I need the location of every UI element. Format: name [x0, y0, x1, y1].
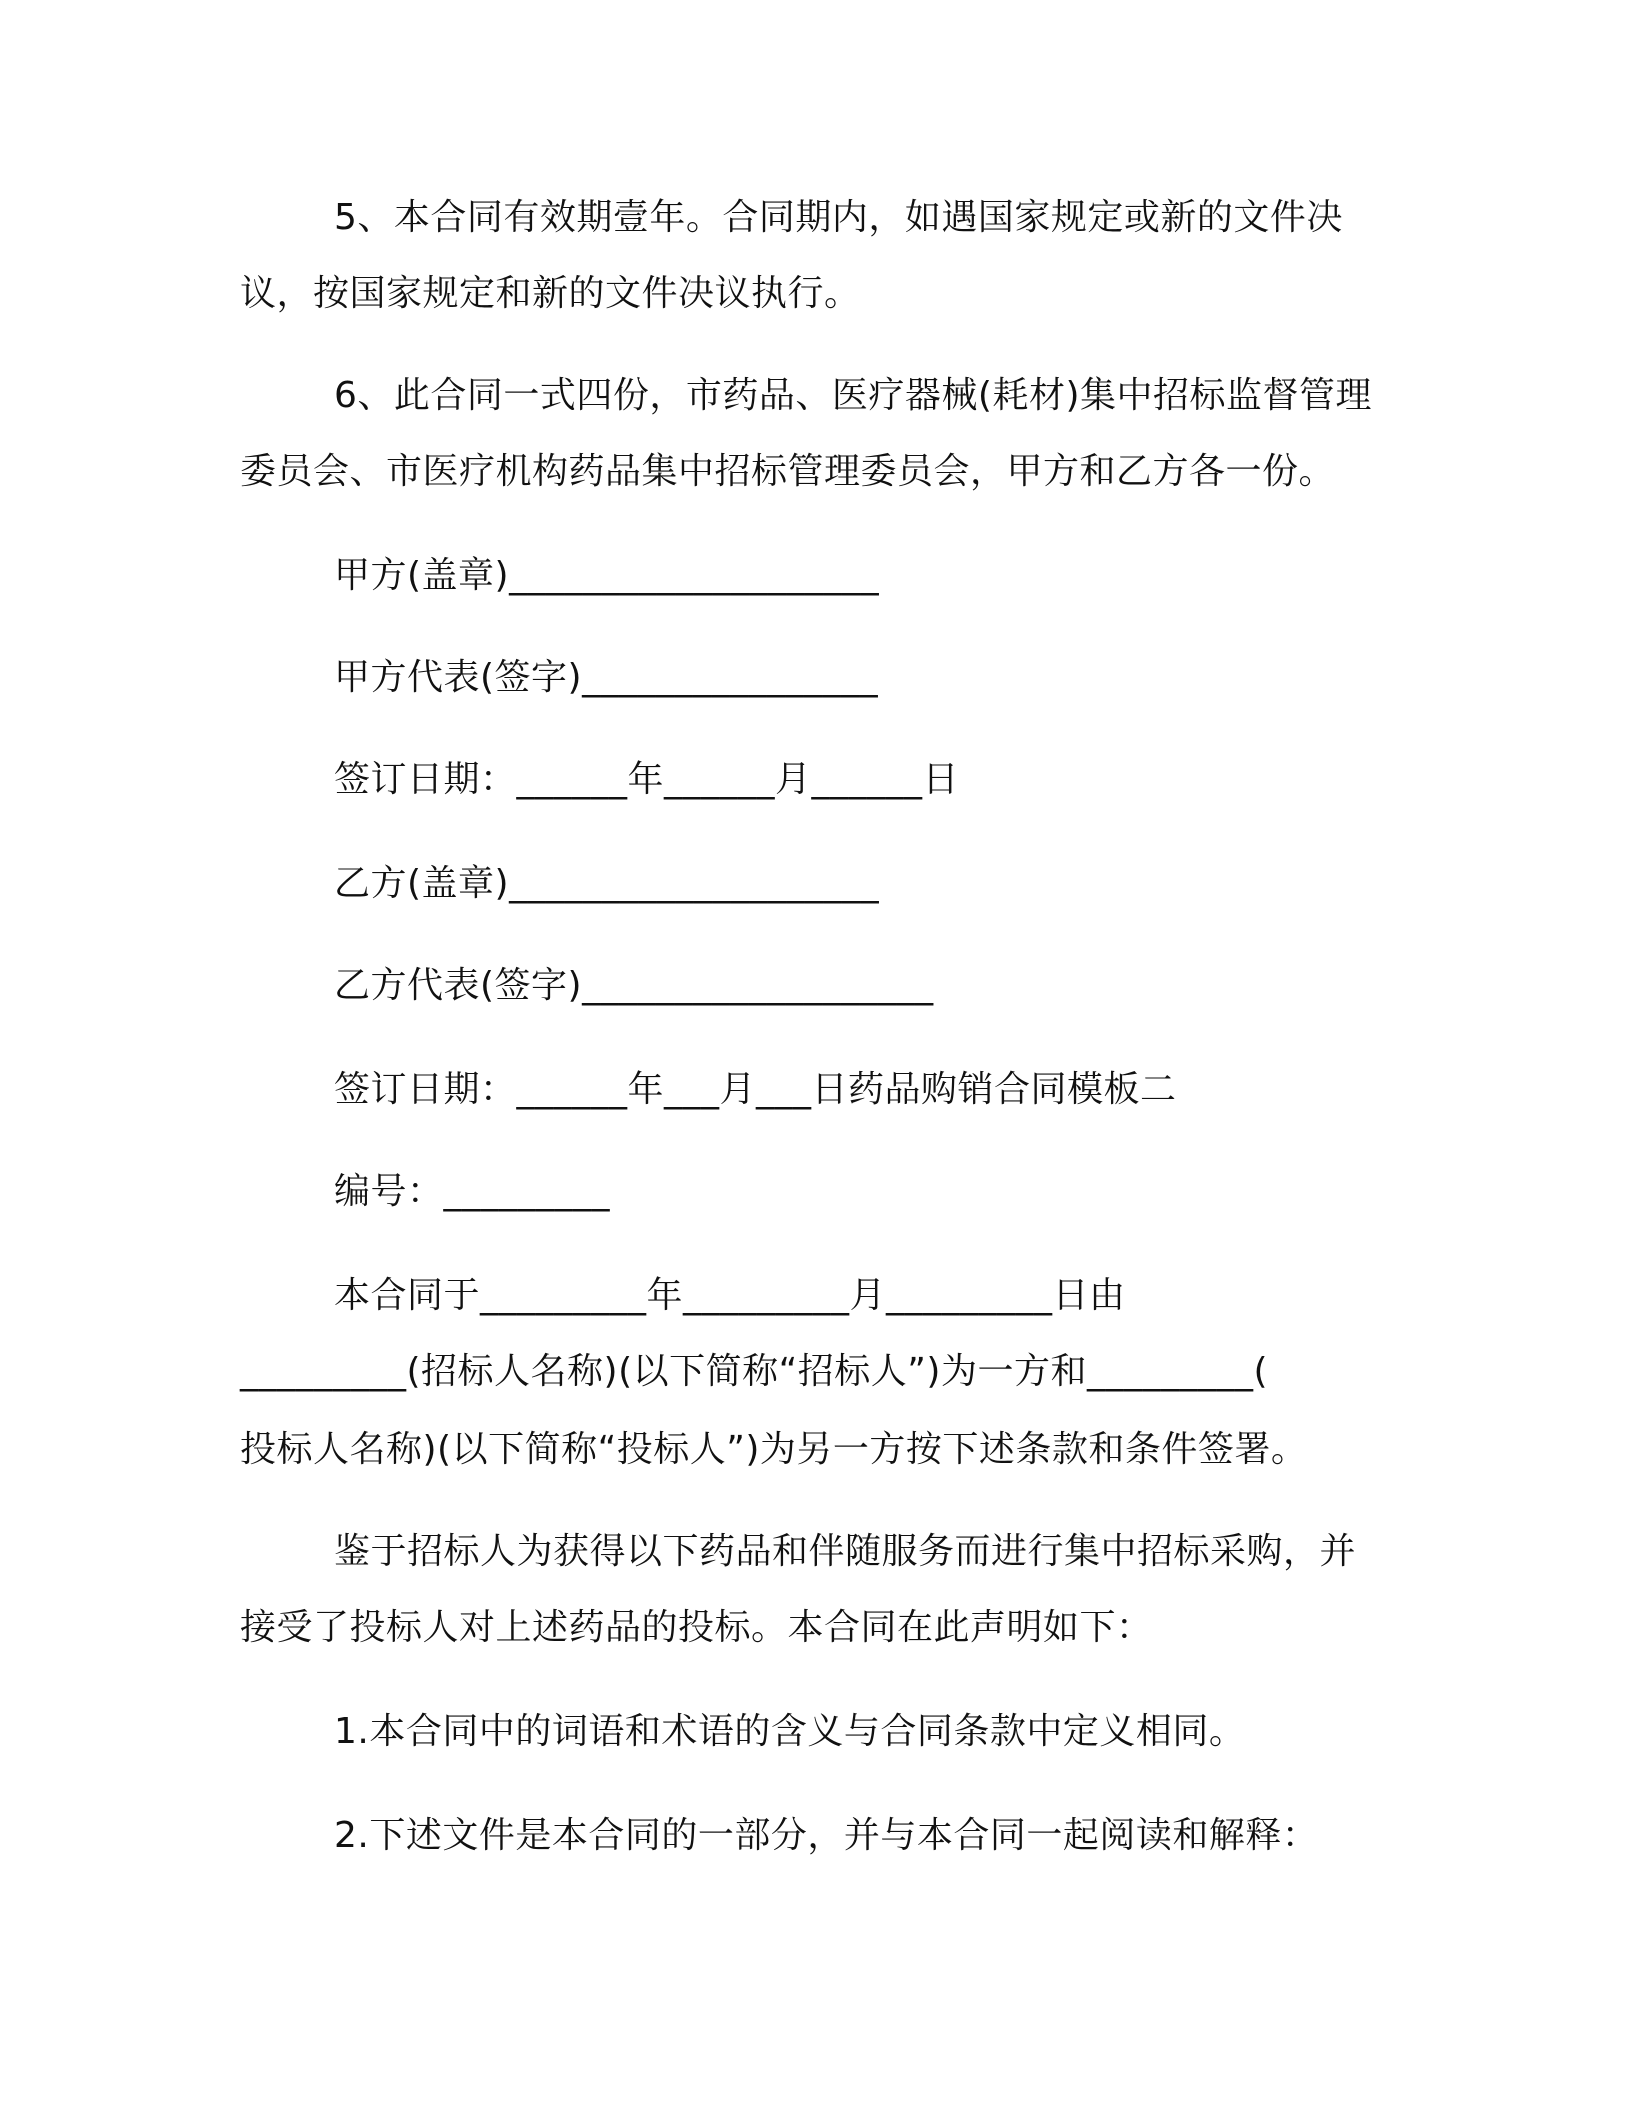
- contract-intro-line-2: _________(招标人名称)(以下简称“招标人”)为一方和_________(: [240, 1351, 1269, 1392]
- party-b-seal-line: 乙方(盖章)____________________: [334, 863, 880, 904]
- party-a-seal-line: 甲方(盖章)____________________: [334, 555, 880, 596]
- whereas-line-2: 接受了投标人对上述药品的投标。本合同在此声明如下：: [240, 1607, 1153, 1648]
- whereas-line-1: 鉴于招标人为获得以下药品和伴随服务而进行集中招标采购，并: [334, 1531, 1357, 1572]
- clause-5-line-1: 5、本合同有效期壹年。合同期内，如遇国家规定或新的文件决: [334, 197, 1343, 238]
- clause-5-line-2: 议，按国家规定和新的文件决议执行。: [240, 273, 861, 314]
- item-2-line: 2.下述文件是本合同的一部分，并与本合同一起阅读和解释：: [334, 1815, 1319, 1856]
- sign-date-line-1: 签订日期：______年______月______日: [334, 759, 960, 800]
- contract-intro-line-1: 本合同于_________年_________月_________日由: [334, 1275, 1126, 1316]
- item-1-line: 1.本合同中的词语和术语的含义与合同条款中定义相同。: [334, 1711, 1246, 1752]
- sign-date-line-2: 签订日期：______年___月___日药品购销合同模板二: [334, 1069, 1177, 1110]
- contract-number-line: 编号：_________: [334, 1171, 611, 1212]
- party-a-rep-line: 甲方代表(签字)________________: [334, 657, 879, 698]
- party-b-rep-line: 乙方代表(签字)___________________: [334, 965, 934, 1006]
- clause-6-line-2: 委员会、市医疗机构药品集中招标管理委员会，甲方和乙方各一份。: [240, 451, 1336, 492]
- clause-6-line-1: 6、此合同一式四份，市药品、医疗器械(耗材)集中招标监督管理: [334, 375, 1372, 416]
- contract-intro-line-3: 投标人名称)(以下简称“投标人”)为另一方按下述条款和条件签署。: [240, 1429, 1308, 1470]
